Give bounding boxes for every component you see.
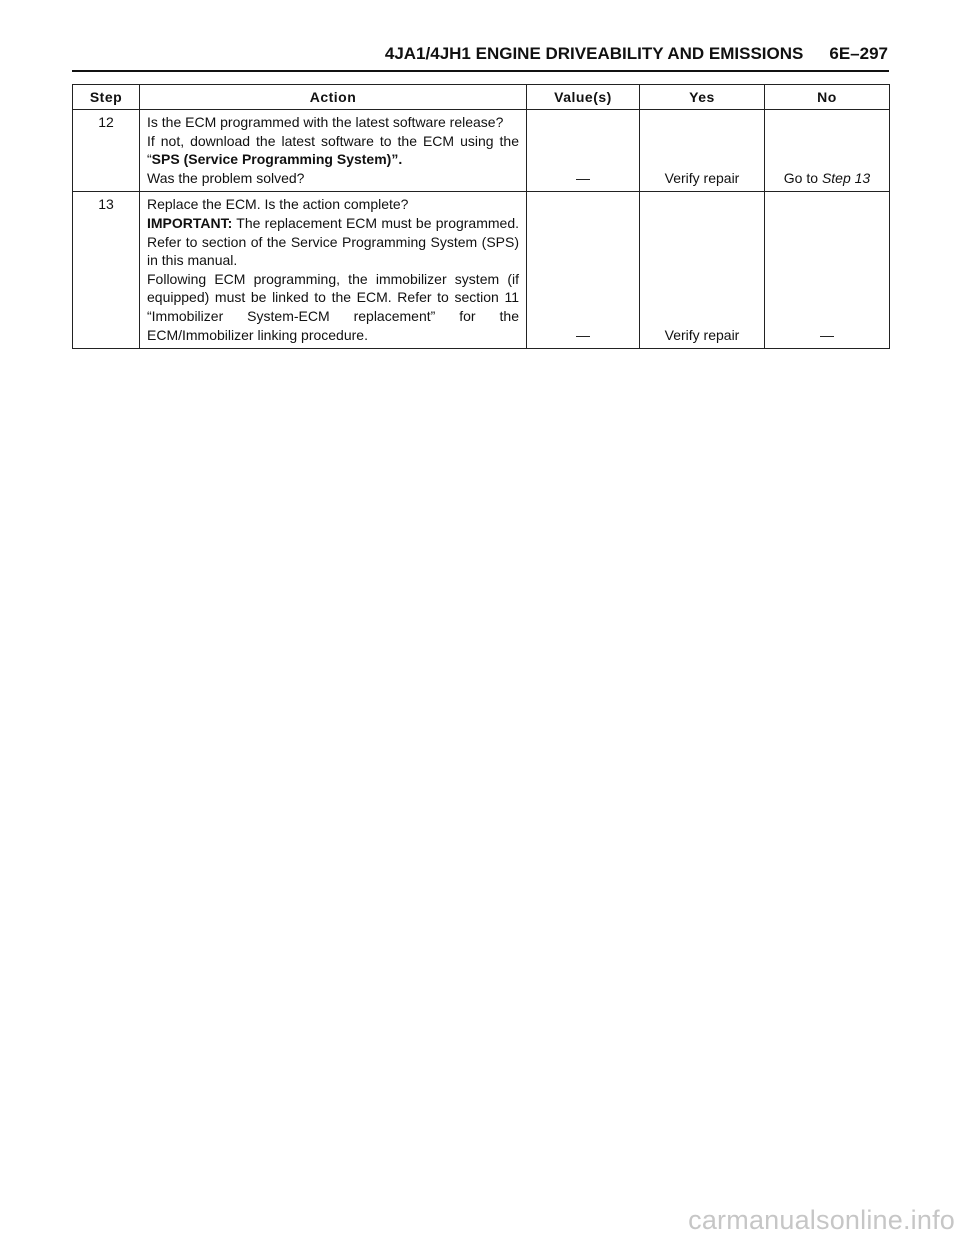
step-action (140, 192, 527, 349)
important-label: IMPORTANT: (147, 214, 233, 231)
step-yes-result: Verify repair (640, 192, 765, 349)
table-header-row (73, 85, 890, 110)
column-header-step: Step (73, 85, 140, 110)
step-no-result (765, 110, 890, 192)
action-question: Replace the ECM. Is the action complete? (147, 196, 409, 213)
column-header-action: Action (140, 85, 527, 110)
page-header (72, 44, 888, 68)
action-instruction-text: If not, download the latest software to the ECM using the “ (147, 132, 519, 168)
step-yes-result: Verify repair (640, 110, 765, 192)
step-value: — (527, 192, 640, 349)
step-action (140, 110, 527, 192)
diagnostic-procedure-table (72, 84, 890, 349)
goto-step-link[interactable]: Step 13 (821, 169, 871, 186)
important-note (147, 214, 519, 270)
column-header-yes: Yes (640, 85, 765, 110)
sps-reference: SPS (Service Programming System)”. (151, 151, 403, 168)
header-divider (72, 70, 889, 72)
table-row (73, 192, 890, 349)
action-question: Was the problem solved? (147, 169, 305, 186)
step-number: 12 (73, 110, 140, 192)
column-header-no: No (765, 85, 890, 110)
step-no-result: — (765, 192, 890, 349)
step-value: — (527, 110, 640, 192)
table-row (73, 110, 890, 192)
watermark-footer: carmanualsonline.info (688, 1205, 955, 1235)
goto-prefix: Go to (783, 169, 822, 186)
important-text: The replacement ECM must be programmed. Refer to section of the Service Programming System (SPS) in this manual. (147, 214, 519, 269)
column-header-values: Value(s) (527, 85, 640, 110)
action-instruction: Following ECM programming, the immobilizer system (if equipped) must be linked to the ECM. Refer to section 11 “Immobilizer System-ECM replacement” for the ECM/Immobilizer linking procedure. (147, 270, 519, 343)
step-number: 13 (73, 192, 140, 349)
page-number: 6E–297 (829, 44, 888, 63)
manual-section-title: 4JA1/4JH1 ENGINE DRIVEABILITY AND EMISSIONS (384, 44, 804, 63)
action-question: Is the ECM programmed with the latest software release? (147, 114, 504, 130)
action-instruction (147, 132, 519, 169)
